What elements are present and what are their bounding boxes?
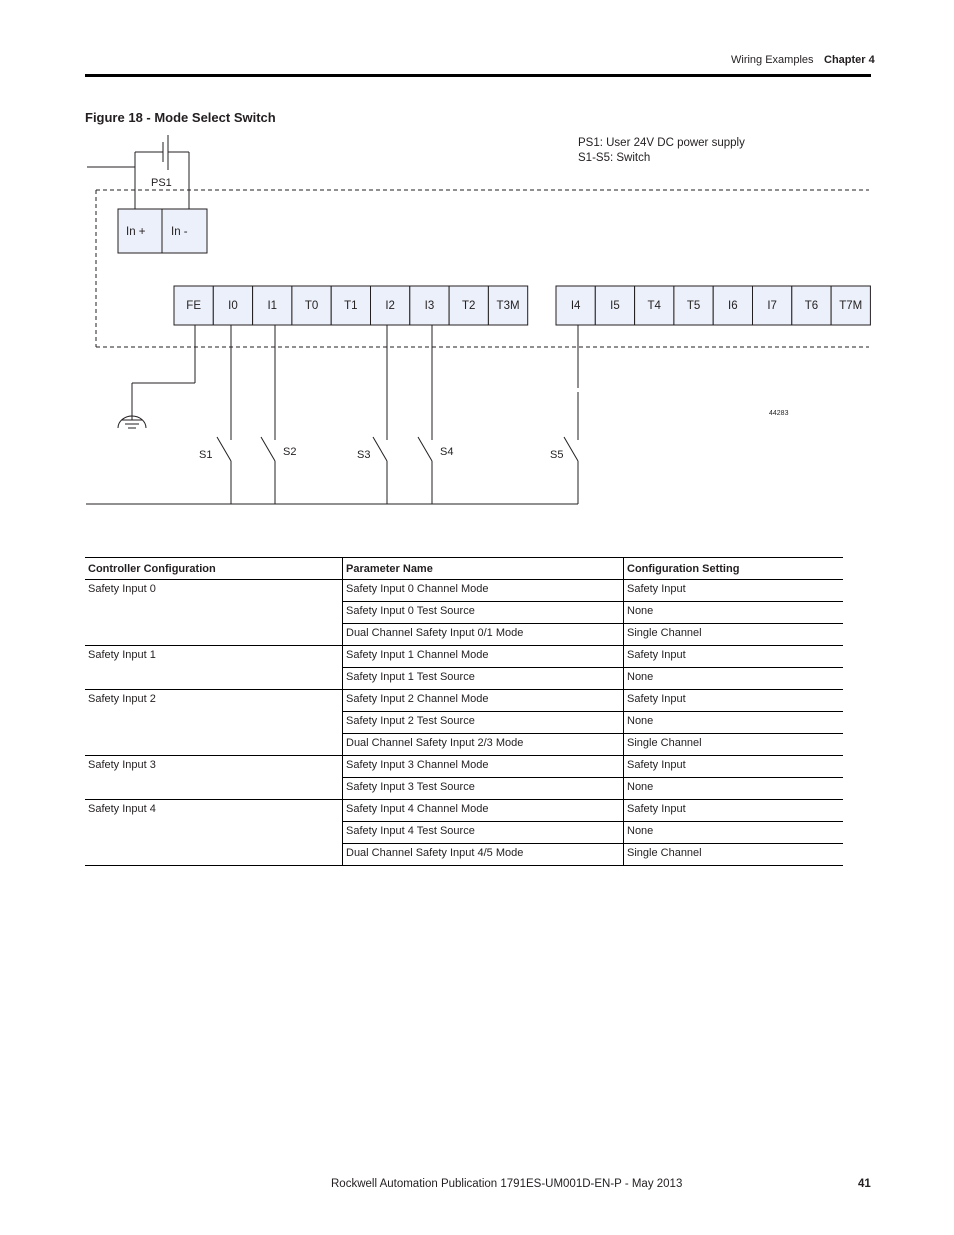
table-header-row <box>85 558 843 580</box>
terminal-label: T7M <box>839 300 863 312</box>
configuration-setting-cell: Safety Input <box>624 690 844 712</box>
header-rule <box>85 74 871 77</box>
switch-label-s5: S5 <box>550 449 564 461</box>
ps-in-plus: In + <box>126 226 146 238</box>
ground-wiring <box>118 325 195 428</box>
parameter-name-cell: Safety Input 0 Test Source <box>343 602 624 624</box>
terminal-label: T5 <box>686 300 701 312</box>
parameter-name-cell: Safety Input 4 Channel Mode <box>343 800 624 822</box>
switch-wiring <box>86 325 578 504</box>
terminal-label: T3M <box>496 300 520 312</box>
parameter-name-cell: Safety Input 3 Channel Mode <box>343 756 624 778</box>
configuration-setting-cell: None <box>624 822 844 844</box>
parameter-name-cell: Safety Input 1 Channel Mode <box>343 646 624 668</box>
terminal-label: T4 <box>647 300 661 312</box>
terminal-block-right <box>556 286 870 325</box>
figure-title: Figure 18 - Mode Select Switch <box>85 110 276 125</box>
parameter-name-cell: Dual Channel Safety Input 2/3 Mode <box>343 734 624 756</box>
page-number: 41 <box>858 1178 871 1190</box>
wiring-diagram <box>0 128 954 518</box>
legend-ps: PS1: User 24V DC power supply <box>578 137 745 149</box>
table-row <box>85 800 843 822</box>
table-row <box>85 756 843 778</box>
configuration-setting-cell: Safety Input <box>624 580 844 602</box>
parameter-name-cell: Dual Channel Safety Input 4/5 Mode <box>343 844 624 866</box>
terminal-label: I7 <box>767 300 777 312</box>
switch-label-s3: S3 <box>357 449 371 461</box>
terminal-label: FE <box>186 300 202 312</box>
parameter-name-cell: Safety Input 2 Channel Mode <box>343 690 624 712</box>
controller-configuration-cell: Safety Input 3 <box>85 756 343 800</box>
legend-switch: S1-S5: Switch <box>578 152 651 164</box>
parameter-name-cell: Dual Channel Safety Input 0/1 Mode <box>343 624 624 646</box>
configuration-setting-cell: Single Channel <box>624 844 844 866</box>
terminal-label: T1 <box>344 300 358 312</box>
configuration-setting-cell: Single Channel <box>624 734 844 756</box>
terminal-label: T2 <box>462 300 476 312</box>
parameter-name-cell: Safety Input 3 Test Source <box>343 778 624 800</box>
terminal-label: I1 <box>267 300 278 312</box>
controller-configuration-cell: Safety Input 4 <box>85 800 343 866</box>
header-parameter-name: Parameter Name <box>343 558 624 580</box>
terminal-label: I4 <box>570 300 581 312</box>
terminal-label: I5 <box>610 300 620 312</box>
controller-configuration-cell: Safety Input 1 <box>85 646 343 690</box>
parameter-name-cell: Safety Input 1 Test Source <box>343 668 624 690</box>
configuration-setting-cell: Single Channel <box>624 624 844 646</box>
terminal-label: T0 <box>304 300 319 312</box>
header-configuration-setting: Configuration Setting <box>624 558 844 580</box>
running-header-chapter: Chapter 4 <box>824 54 875 66</box>
configuration-setting-cell: None <box>624 602 844 624</box>
header-controller-configuration: Controller Configuration <box>85 558 343 580</box>
configuration-setting-cell: Safety Input <box>624 800 844 822</box>
terminal-label: T6 <box>804 300 819 312</box>
power-supply-symbol <box>87 135 189 210</box>
ps-label: PS1 <box>151 177 172 189</box>
terminal-block-left <box>174 286 528 325</box>
configuration-table <box>85 557 843 866</box>
controller-configuration-cell: Safety Input 0 <box>85 580 343 646</box>
footer-publication: Rockwell Automation Publication 1791ES-UM001D-EN-P - May 2013 <box>331 1178 683 1190</box>
configuration-table-body <box>85 580 843 866</box>
ps-in-minus: In - <box>171 226 188 238</box>
configuration-setting-cell: Safety Input <box>624 756 844 778</box>
switch-label-s1: S1 <box>199 449 213 461</box>
table-row <box>85 690 843 712</box>
configuration-setting-cell: None <box>624 712 844 734</box>
terminal-label: I2 <box>385 300 395 312</box>
figure-id: 44283 <box>769 410 789 417</box>
parameter-name-cell: Safety Input 2 Test Source <box>343 712 624 734</box>
table-row <box>85 580 843 602</box>
configuration-setting-cell: Safety Input <box>624 646 844 668</box>
parameter-name-cell: Safety Input 0 Channel Mode <box>343 580 624 602</box>
running-header-section: Wiring Examples <box>731 54 814 66</box>
configuration-setting-cell: None <box>624 778 844 800</box>
controller-configuration-cell: Safety Input 2 <box>85 690 343 756</box>
terminal-label: I3 <box>424 300 435 312</box>
table-row <box>85 646 843 668</box>
switch-label-s2: S2 <box>283 446 297 458</box>
terminal-label: I6 <box>728 300 738 312</box>
configuration-setting-cell: None <box>624 668 844 690</box>
terminal-label: I0 <box>228 300 238 312</box>
switch-label-s4: S4 <box>440 446 454 458</box>
parameter-name-cell: Safety Input 4 Test Source <box>343 822 624 844</box>
